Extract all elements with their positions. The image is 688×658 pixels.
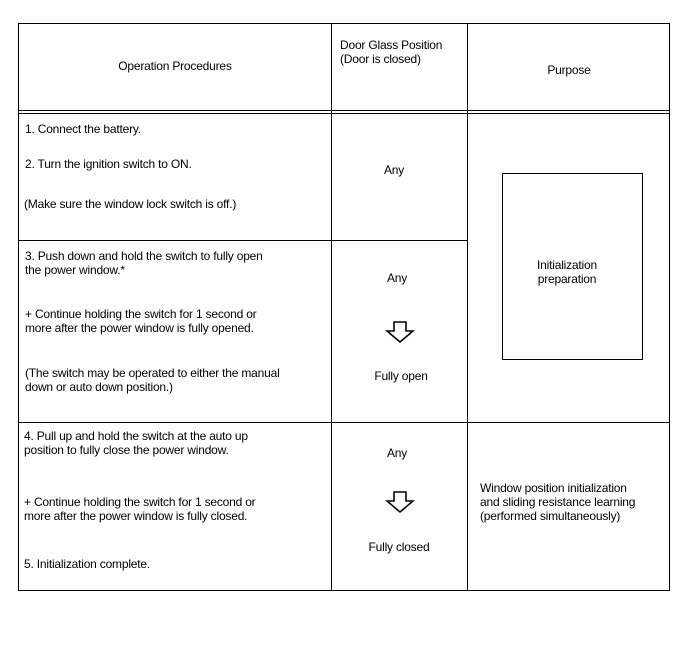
down-arrow-icon [385, 491, 415, 513]
table-border-bottom [18, 590, 670, 591]
row3-position-end: Fully closed [368, 540, 430, 554]
row1-position-any: Any [383, 163, 405, 177]
purpose-window-position-initialization: Window position initialization and sliding resistance learning (performed simultaneously) [480, 481, 636, 523]
table-border-top [18, 23, 670, 24]
step-4-text: 4. Pull up and hold the switch at the auto up position to fully close the power window. [24, 429, 248, 457]
row2-continue-text: + Continue holding the switch for 1 second or more after the power window is fully opened. [25, 307, 257, 335]
header-purpose: Purpose [547, 63, 591, 77]
header-operation-procedures: Operation Procedures [118, 59, 232, 73]
row3-position-start: Any [386, 446, 408, 460]
header-door-glass-position: Door Glass Position (Door is closed) [340, 38, 443, 66]
step-2-text: 2. Turn the ignition switch to ON. [25, 157, 192, 171]
down-arrow-icon [385, 321, 415, 343]
row3-continue-text: + Continue holding the switch for 1 second or more after the power window is fully closed. [24, 495, 256, 523]
step-3-text: 3. Push down and hold the switch to fully open the power window.* [25, 249, 263, 277]
table-border-right [669, 23, 670, 591]
row-divider-1 [18, 240, 468, 241]
step-1-text: 1. Connect the battery. [25, 122, 141, 136]
table-border-left [18, 23, 19, 591]
column-divider-1 [331, 23, 332, 591]
column-divider-2 [467, 23, 468, 591]
row1-note-text: (Make sure the window lock switch is off.) [24, 197, 237, 211]
purpose-initialization-preparation: Initialization preparation [537, 258, 597, 286]
row-divider-2 [18, 422, 670, 423]
step-5-text: 5. Initialization complete. [24, 557, 151, 571]
header-divider-upper [18, 110, 670, 111]
row2-position-start: Any [386, 271, 408, 285]
row2-note-text: (The switch may be operated to either the manual down or auto down position.) [25, 366, 280, 394]
row2-position-end: Fully open [374, 369, 428, 383]
header-divider-lower [18, 113, 670, 114]
